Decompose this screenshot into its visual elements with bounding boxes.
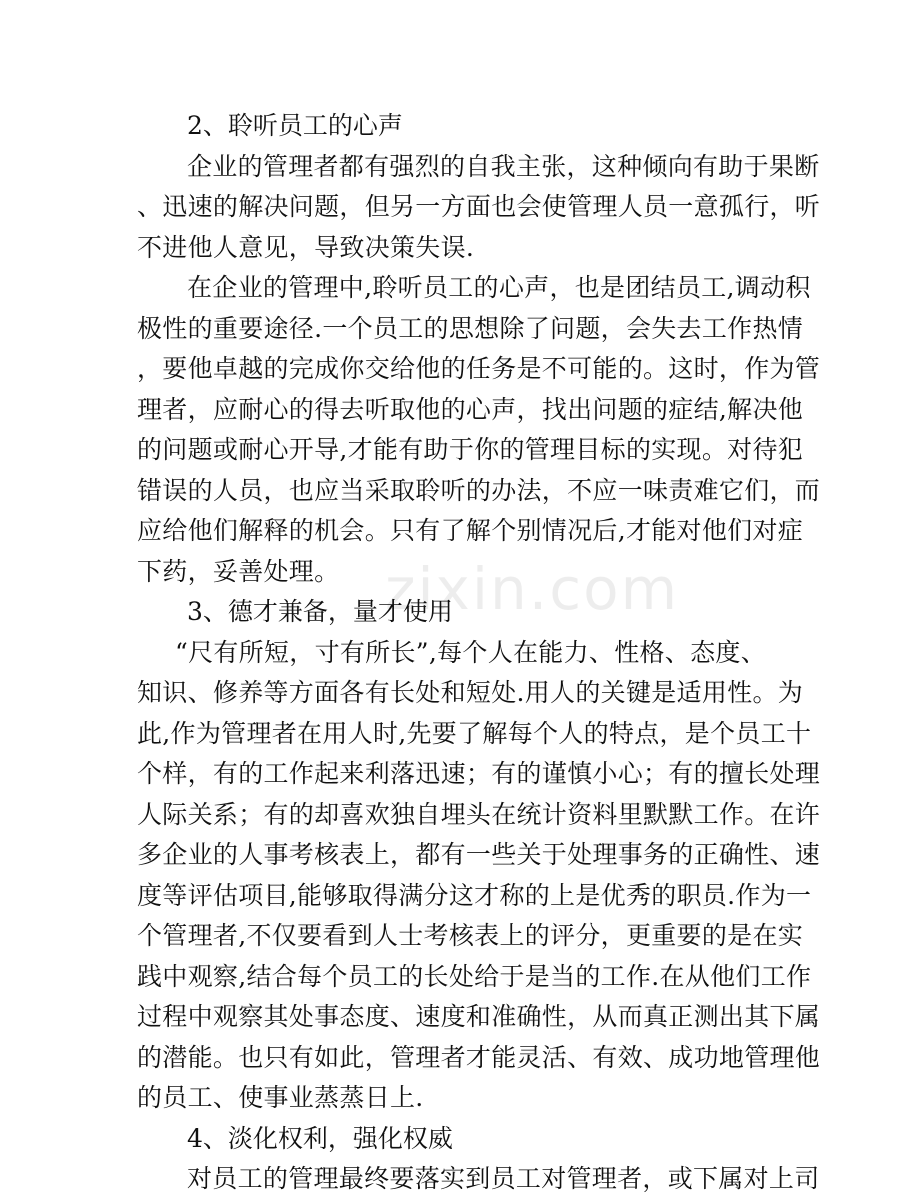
section-heading: 3、德才兼备，量才使用 <box>187 597 453 626</box>
watermark: zixin.com <box>385 555 680 623</box>
text-line: “尺有所短，寸有所长”,每个人在能力、性格、态度、 <box>175 637 767 667</box>
text-line: 践中观察,结合每个员工的长处给于是当的工作.在从他们工作 <box>137 961 812 991</box>
section-2 <box>137 106 821 592</box>
paragraph <box>137 268 821 592</box>
text-line: 下药，妥善处理。 <box>137 556 340 586</box>
section-heading: 4、淡化权利，强化权威 <box>187 1123 453 1153</box>
text-line: 知识、修养等方面各有长处和短处.用人的关键是适用性。为 <box>137 678 804 707</box>
text-line: 不进他人意见，导致决策失误. <box>137 232 475 262</box>
paragraph <box>137 633 821 1119</box>
text-line: 过程中观察其处事态度、速度和准确性，从而真正测出其下属 <box>137 1002 821 1031</box>
text-line: 应给他们解释的机会。只有了解个别情况后,才能对他们对症 <box>137 516 804 545</box>
paragraph <box>137 147 821 269</box>
text-line: ，要他卓越的完成你交给他的任务是不可能的。这时，作为管 <box>137 354 821 383</box>
text-line: 在企业的管理中,聆听员工的心声，也是团结员工,调动积 <box>187 273 811 302</box>
paragraph <box>137 1159 820 1200</box>
section-heading: 2、聆听员工的心声 <box>187 111 403 140</box>
text-line: 人际关系；有的却喜欢独自埋头在统计资料里默默工作。在许 <box>137 799 821 829</box>
text-line: 此,作为管理者在用人时,先要了解每个人的特点，是个员工十 <box>137 718 812 748</box>
text-line: 理者，应耐心的得去听取他的心声，找出问题的症结,解决他 <box>137 394 804 424</box>
text-line: 企业的管理者都有强烈的自我主张，这种倾向有助于果断 <box>187 151 820 181</box>
text-line: 多企业的人事考核表上，都有一些关于处理事务的正确性、速 <box>137 840 821 869</box>
text-line: 个样，有的工作起来利落迅速；有的谨慎小心；有的擅长处理 <box>137 759 821 788</box>
section-4 <box>137 1119 820 1200</box>
text-line: 度等评估项目,能够取得满分这才称的上是优秀的职员.作为一 <box>137 880 812 910</box>
text-line: 的潜能。也只有如此，管理者才能灵活、有效、成功地管理他 <box>137 1042 821 1072</box>
text-line: 、迅速的解决问题，但另一方面也会使管理人员一意孤行，听 <box>137 192 821 221</box>
text-line: 极性的重要途径.一个员工的思想除了问题，会失去工作热情 <box>137 313 804 343</box>
text-line: 对员工的管理最终要落实到员工对管理者，或下属对上司 <box>187 1164 820 1193</box>
text-line: 的员工、使事业蒸蒸日上. <box>137 1083 424 1112</box>
section-3 <box>137 592 821 1119</box>
text-line: 的问题或耐心开导,才能有助于你的管理目标的实现。对待犯 <box>137 435 804 464</box>
text-line: 个管理者,不仅要看到人士考核表上的评分，更重要的是在实 <box>137 921 804 950</box>
document-page <box>137 106 821 1200</box>
text-line: 错误的人员，也应当采取聆听的办法，不应一味责难它们，而 <box>137 475 821 505</box>
